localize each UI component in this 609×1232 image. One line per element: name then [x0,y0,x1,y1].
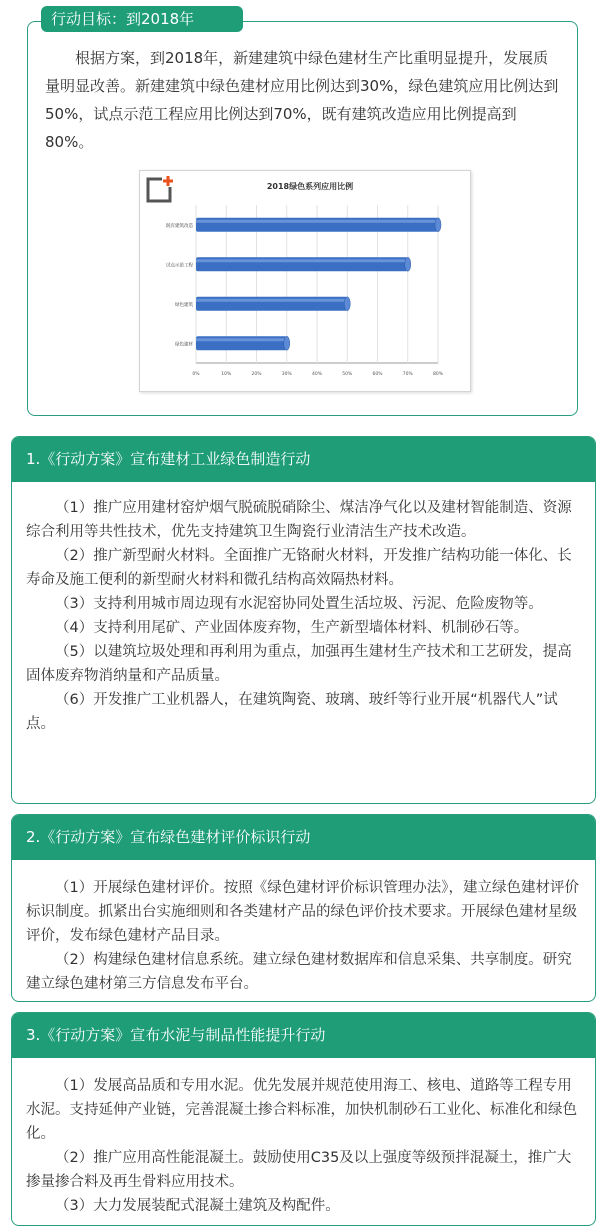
goal-tag: 行动目标：到2018年 [41,6,243,32]
x-tick-label: 70% [402,372,413,377]
category-label: 绿色建材 [175,342,193,348]
category-label: 绿色建筑 [175,302,193,308]
bar-highlight [196,299,347,302]
paragraph: （3）大力发展装配式混凝土建筑及构配件。 [55,1198,340,1214]
section-title: 3.《行动方案》宣布水泥与制品性能提升行动 [12,1013,595,1058]
section-card-3 [11,1012,596,1226]
bar-cap [344,297,350,311]
logo-icon [148,175,174,201]
paragraph: （3）支持利用城市周边现有水泥窑协同处置生活垃圾、污泥、危险废物等。 [55,596,543,612]
paragraph: （2）推广应用高性能混凝土。鼓励使用C35及以上强度等级预拌混凝土，推广大掺量掺合料及再生骨料应用技术。 [26,1150,572,1190]
paragraph: （1）推广应用建材窑炉烟气脱硫脱硝除尘、煤洁净气化以及建材智能制造、资源综合利用等共性技术，优先支持建筑卫生陶瓷行业清洁生产技术改造。 [26,500,572,540]
chart-title: 2018绿色系列应用比例 [266,182,354,191]
paragraph: （5）以建筑垃圾处理和再利用为重点，加强再生建材生产技术和工艺研发，提高固体废弃物消纳量和产品质量。 [26,644,572,684]
x-tick-label: 10% [221,372,232,377]
paragraph: （1）开展绿色建材评价。按照《绿色建材评价标识管理办法》，建立绿色建材评价标识制度。抓紧出台实施细则和各类建材产品的绿色评价技术要求。开展绿色建材星级评价，发布绿色建材产品目录。 [26,880,579,944]
bar-highlight [196,338,287,341]
category-label: 既有建筑改造 [166,223,193,229]
bar-cap [405,257,411,271]
bar-cap [284,336,290,350]
x-tick-label: 50% [342,372,353,377]
paragraph: （4）支持利用尾矿、产业固体废弃物，生产新型墙体材料、机制砂石等。 [55,620,529,636]
x-tick-label: 20% [251,372,262,377]
x-tick-label: 0% [192,372,200,377]
section-card-1 [11,436,596,804]
paragraph: （2）推广新型耐火材料。全面推广无铬耐火材料，开发推广结构功能一体化、长寿命及施工便利的新型耐火材料和微孔结构高效隔热材料。 [26,548,572,588]
category-label: 试点示范工程 [166,263,193,269]
x-tick-label: 40% [311,372,323,377]
section-title: 2.《行动方案》宣布绿色建材评价标识行动 [12,815,595,860]
x-tick-label: 80% [432,372,444,377]
paragraph: （1）发展高品质和专用水泥。优先发展并规范使用海工、核电、道路等工程专用水泥。支持延伸产业链，完善混凝土掺合料标准，加快机制砂石工业化、标准化和绿色化。 [26,1078,577,1142]
bar-cap [435,218,441,232]
paragraph: （2）构建绿色建材信息系统。建立绿色建材数据库和信息采集、共享制度。研究建立绿色建材第三方信息发布平台。 [26,952,572,992]
bar-highlight [196,220,438,223]
goal-text [45,44,563,156]
x-tick-label: 60% [372,372,383,377]
chart-image [139,170,471,392]
goal-paragraph: 根据方案，到2018年，新建建筑中绿色建材生产比重明显提升，发展质量明显改善。新建建筑中绿色建材应用比例达到30%，绿色建筑应用比例达到50%，试点示范工程应用比例达到70%，既有建筑改造应用比例提高到80%。 [45,49,559,151]
section-card-2 [11,814,596,1002]
section-title: 1.《行动方案》宣布建材工业绿色制造行动 [12,437,595,482]
x-tick-label: 30% [281,372,292,377]
bar-chart [140,171,470,391]
paragraph: （6）开发推广工业机器人，在建筑陶瓷、玻璃、玻纤等行业开展“机器代人”试点。 [26,692,558,732]
bar-highlight [196,259,408,262]
